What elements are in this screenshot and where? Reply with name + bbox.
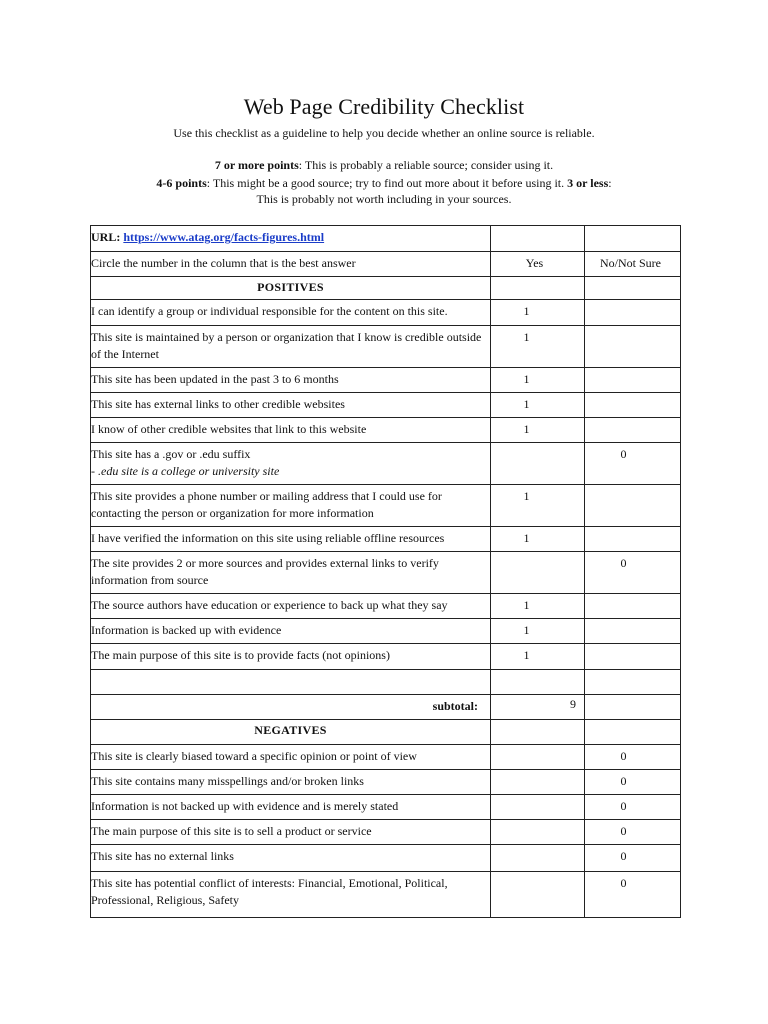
negative-row [91,770,681,795]
criterion-cell [91,527,491,552]
positive-row [91,644,681,670]
yes-value [491,745,584,748]
yes-value: 1 [523,372,530,386]
no-cell [585,393,681,418]
subtotal-value: 9 [570,697,576,711]
no-value: 0 [620,849,627,863]
yes-cell [491,770,585,795]
criterion-cell [91,594,491,619]
criterion-cell [91,326,491,368]
criterion-cell [91,795,491,820]
url-cell [91,226,491,252]
no-value [585,368,680,371]
yes-cell [491,527,585,552]
no-cell [585,300,681,326]
subtotal-row [91,695,681,720]
url-link[interactable]: https://www.atag.org/facts-figures.html [123,230,325,244]
no-value [585,619,680,622]
score-high-label: 7 or more points [214,158,299,172]
yes-value: 1 [523,623,530,637]
criterion-cell [91,300,491,326]
criterion-text: I have verified the information on this site using reliable offline resources [91,531,445,545]
instruction-text: Circle the number in the column that is the best answer [91,256,356,270]
yes-cell [491,644,585,670]
blank-row [91,670,681,695]
yes-cell [491,872,585,918]
url-yes-cell [491,226,585,252]
yes-value [491,770,584,773]
yes-value: 1 [523,397,530,411]
negative-row [91,820,681,845]
criterion-text: This site provides a phone number or mailing address that I could use for contacting the person or organization for more information [91,489,442,520]
yes-cell [491,368,585,393]
positive-row [91,552,681,594]
yes-value [491,820,584,823]
yes-column-header: Yes [491,252,585,277]
criterion-text: The main purpose of this site is to provide facts (not opinions) [91,648,390,662]
criterion-cell [91,619,491,644]
yes-value: 1 [523,531,530,545]
criterion-text: This site is clearly biased toward a specific opinion or point of view [91,749,417,763]
no-cell [585,326,681,368]
subtotal-label: subtotal: [432,699,478,713]
no-value: 0 [620,556,627,570]
no-cell [585,619,681,644]
instruction-cell [91,252,491,277]
no-value [585,300,680,303]
yes-value [491,443,584,446]
criterion-cell [91,368,491,393]
criterion-cell [91,745,491,770]
instruction-row [91,252,681,277]
yes-value: 1 [523,489,530,503]
yes-cell [491,552,585,594]
no-value [585,644,680,647]
yes-cell [491,845,585,872]
negative-row [91,845,681,872]
no-value [585,485,680,488]
intro-text: Use this checklist as a guideline to help you decide whether an online source is reliable. [173,126,595,140]
negative-row [91,872,681,918]
yes-value [491,845,584,848]
no-cell [585,594,681,619]
no-cell [585,845,681,872]
no-cell [585,443,681,485]
yes-cell [491,745,585,770]
criterion-text: I can identify a group or individual responsible for the content on this site. [91,304,448,318]
no-cell [585,552,681,594]
criterion-cell [91,485,491,527]
criterion-text: The source authors have education or experience to back up what they say [91,598,448,612]
no-value [585,418,680,421]
no-value: 0 [620,799,627,813]
yes-value: 1 [523,422,530,436]
criterion-cell [91,770,491,795]
positive-row [91,594,681,619]
no-cell [585,770,681,795]
criterion-cell [91,393,491,418]
yes-cell [491,418,585,443]
criterion-cell [91,552,491,594]
score-low-text: This is probably not worth including in your sources. [256,192,512,206]
no-cell [585,418,681,443]
yes-value: 1 [523,598,530,612]
criterion-text: Information is not backed up with evidence and is merely stated [91,799,399,813]
positive-row [91,300,681,326]
yes-value: 1 [523,330,530,344]
no-value: 0 [620,749,627,763]
no-cell [585,368,681,393]
criterion-cell [91,443,491,485]
criterion-cell [91,820,491,845]
page-title: Web Page Credibility Checklist [243,94,525,119]
yes-cell [491,820,585,845]
no-value: 0 [620,876,627,890]
criterion-cell [91,872,491,918]
criterion-text: Information is backed up with evidence [91,623,282,637]
yes-cell [491,443,585,485]
yes-value [491,795,584,798]
no-value [585,393,680,396]
positive-row [91,619,681,644]
criterion-note: - .edu site is a college or university site [91,464,280,478]
no-cell [585,872,681,918]
yes-cell [491,393,585,418]
negatives-header: NEGATIVES [91,720,491,745]
criterion-text: I know of other credible websites that link to this website [91,422,367,436]
score-mid-line [0,175,768,191]
criterion-text: This site is maintained by a person or organization that I know is credible outside of the Internet [91,330,482,361]
no-cell [585,795,681,820]
positive-row [91,485,681,527]
yes-cell [491,619,585,644]
yes-cell [491,326,585,368]
no-value [585,326,680,329]
negative-row [91,795,681,820]
criterion-cell [91,418,491,443]
url-row [91,226,681,252]
criterion-text: This site has potential conflict of interests: Financial, Emotional, Political, Professional, Religious, Safety [91,876,448,907]
score-low-label: 3 or less [567,176,609,190]
criterion-cell [91,845,491,872]
yes-value: 1 [523,648,530,662]
negative-row [91,745,681,770]
no-column-header: No/Not Sure [585,252,681,277]
criterion-cell [91,644,491,670]
no-value: 0 [620,447,627,461]
criterion-text: This site has no external links [91,849,234,863]
no-cell [585,527,681,552]
positive-row [91,326,681,368]
no-value: 0 [620,774,627,788]
no-cell [585,745,681,770]
score-mid-text: : This might be a good source; try to find out more about it before using it. [206,176,568,190]
positive-row [91,393,681,418]
score-low-colon: : [608,176,612,190]
no-cell [585,820,681,845]
criterion-text: This site contains many misspellings and/or broken links [91,774,364,788]
negatives-header-row [91,720,681,745]
no-cell [585,485,681,527]
url-no-cell [585,226,681,252]
positive-row [91,527,681,552]
yes-cell [491,594,585,619]
credibility-table [90,225,681,918]
positive-row [91,443,681,485]
no-cell [585,644,681,670]
yes-value [491,872,584,875]
yes-cell [491,795,585,820]
criterion-text: This site has external links to other credible websites [91,397,345,411]
yes-cell [491,300,585,326]
score-mid-label: 4-6 points [156,176,207,190]
yes-value: 1 [523,304,530,318]
score-high-text: : This is probably a reliable source; consider using it. [298,158,554,172]
positive-row [91,418,681,443]
positive-row [91,368,681,393]
criterion-text: The site provides 2 or more sources and provides external links to verify information from source [91,556,439,587]
yes-value [491,552,584,555]
positives-header: POSITIVES [91,277,491,300]
no-value [585,594,680,597]
url-label: URL: [91,230,121,244]
no-value [585,527,680,530]
criterion-text: This site has a .gov or .edu suffix [91,447,251,461]
score-high-line [0,157,768,173]
criterion-text: This site has been updated in the past 3 to 6 months [91,372,339,386]
no-value: 0 [620,824,627,838]
positives-header-row [91,277,681,300]
criterion-text: The main purpose of this site is to sell a product or service [91,824,372,838]
yes-cell [491,485,585,527]
